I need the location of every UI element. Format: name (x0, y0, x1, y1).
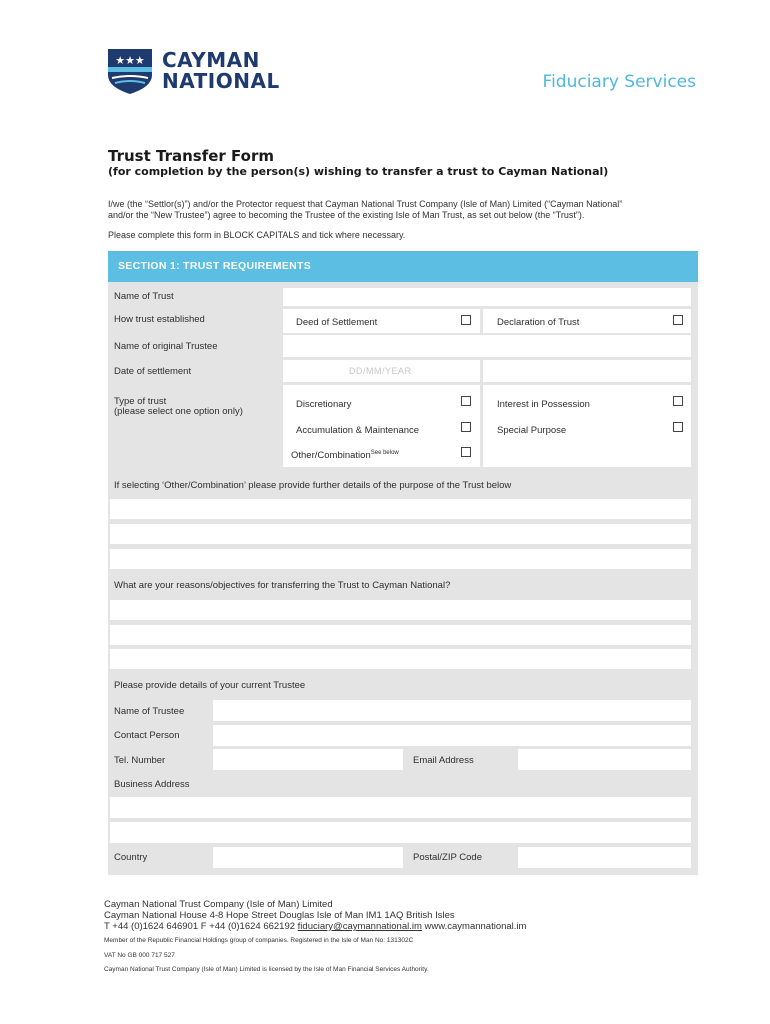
footer-license-note: Cayman National Trust Company (Isle of Man) Limited is licensed by the Isle of Man Financial Services Authority. (104, 966, 429, 973)
type-of-trust-left-options (283, 385, 480, 467)
business-address-label: Business Address (114, 779, 190, 790)
company-logo (106, 47, 306, 97)
logo-text-line2: NATIONAL (162, 69, 280, 93)
logo-text-line1: CAYMAN (162, 48, 260, 72)
division-tagline: Fiduciary Services (542, 72, 696, 92)
other-combination-checkbox[interactable] (461, 447, 471, 457)
country-label: Country (114, 852, 148, 863)
discretionary-label: Discretionary (296, 399, 352, 410)
discretionary-checkbox[interactable] (461, 396, 471, 406)
postal-code-field[interactable] (518, 847, 691, 868)
footer-company-name: Cayman National Trust Company (Isle of Man) Limited (104, 899, 333, 910)
intro-line-1: I/we (the “Settlor(s)”) and/or the Protector request that Cayman National Trust Company (Isle of Man) Limited (“Cayman National” (108, 199, 623, 209)
declaration-of-trust-option[interactable] (483, 309, 691, 333)
reasons-question: What are your reasons/objectives for transferring the Trust to Cayman National? (114, 580, 451, 591)
svg-text:★★★: ★★★ (115, 54, 145, 67)
form-subtitle: (for completion by the person(s) wishing to transfer a trust to Cayman National) (108, 165, 609, 178)
name-of-trustee-label: Name of Trustee (114, 706, 185, 717)
section-1-panel (108, 282, 698, 875)
declaration-of-trust-label: Declaration of Trust (497, 317, 580, 328)
contact-person-field[interactable] (213, 725, 691, 746)
postal-code-label: Postal/ZIP Code (413, 852, 483, 863)
other-details-question: If selecting ‘Other/Combination’ please provide further details of the purpose of the Trust below (114, 480, 512, 491)
deed-of-settlement-label: Deed of Settlement (296, 317, 378, 328)
business-address-line-1[interactable] (110, 797, 691, 818)
form-title: Trust Transfer Form (108, 147, 274, 165)
cayman-national-logo-icon (106, 47, 154, 95)
deed-of-settlement-option[interactable] (283, 309, 480, 333)
date-of-settlement-field[interactable] (283, 360, 480, 382)
current-trustee-question: Please provide details of your current Trustee (114, 680, 306, 691)
instructions-text: Please complete this form in BLOCK CAPITALS and tick where necessary. (108, 230, 406, 240)
footer-phone-fax: T +44 (0)1624 646901 F +44 (0)1624 662192 (104, 921, 298, 932)
other-details-line-2[interactable] (110, 524, 691, 544)
accumulation-checkbox[interactable] (461, 422, 471, 432)
type-of-trust-label: Type of trust (114, 396, 167, 407)
section-1-header: SECTION 1: TRUST REQUIREMENTS (108, 251, 698, 282)
special-purpose-checkbox[interactable] (673, 422, 683, 432)
country-field[interactable] (213, 847, 403, 868)
original-trustee-label: Name of original Trustee (114, 341, 218, 352)
original-trustee-field[interactable] (283, 335, 691, 357)
declaration-of-trust-checkbox[interactable] (673, 315, 683, 325)
business-address-line-2[interactable] (110, 822, 691, 843)
footer-contact (104, 921, 526, 932)
date-placeholder: DD/MM/YEAR (349, 366, 412, 376)
email-address-label: Email Address (413, 755, 474, 766)
special-purpose-label: Special Purpose (497, 425, 567, 436)
name-of-trustee-field[interactable] (213, 700, 691, 721)
intro-paragraph (108, 199, 708, 221)
email-address-field[interactable] (518, 749, 691, 770)
footer-member-note: Member of the Republic Financial Holdings group of companies. Registered in the Isle of Man No: 131302C (104, 937, 414, 944)
contact-person-label: Contact Person (114, 730, 180, 741)
footer-address: Cayman National House 4-8 Hope Street Douglas Isle of Man IM1 1AQ British Isles (104, 910, 455, 921)
footer-email-link[interactable]: fiduciary@caymannational.im (297, 921, 422, 932)
accumulation-label: Accumulation & Maintenance (296, 425, 420, 436)
footer-vat-number: VAT No GB 000 717 527 (104, 952, 175, 959)
interest-in-possession-checkbox[interactable] (673, 396, 683, 406)
footer-website[interactable]: www.caymannational.im (421, 921, 527, 932)
reasons-line-3[interactable] (110, 649, 691, 669)
other-combination-text: Other/Combination (291, 450, 371, 462)
deed-of-settlement-checkbox[interactable] (461, 315, 471, 325)
reasons-line-2[interactable] (110, 625, 691, 645)
name-of-trust-field[interactable] (283, 288, 691, 306)
tel-number-label: Tel. Number (114, 755, 166, 766)
other-details-line-3[interactable] (110, 549, 691, 569)
date-blank-cell (483, 360, 691, 382)
type-of-trust-right-options (483, 385, 691, 467)
name-of-trust-label: Name of Trust (114, 291, 174, 302)
see-below-note: See below (370, 450, 399, 456)
interest-in-possession-label: Interest in Possession (497, 399, 590, 410)
type-of-trust-note: (please select one option only) (114, 406, 243, 417)
reasons-line-1[interactable] (110, 600, 691, 620)
other-combination-label (291, 450, 399, 461)
how-established-label: How trust established (114, 314, 205, 325)
intro-line-2: and/or the “New Trustee”) agree to becoming the Trustee of the existing Isle of Man Trust, as set out below (the “Trust”). (108, 210, 585, 220)
tel-number-field[interactable] (213, 749, 403, 770)
date-of-settlement-label: Date of settlement (114, 366, 192, 377)
other-details-line-1[interactable] (110, 499, 691, 519)
